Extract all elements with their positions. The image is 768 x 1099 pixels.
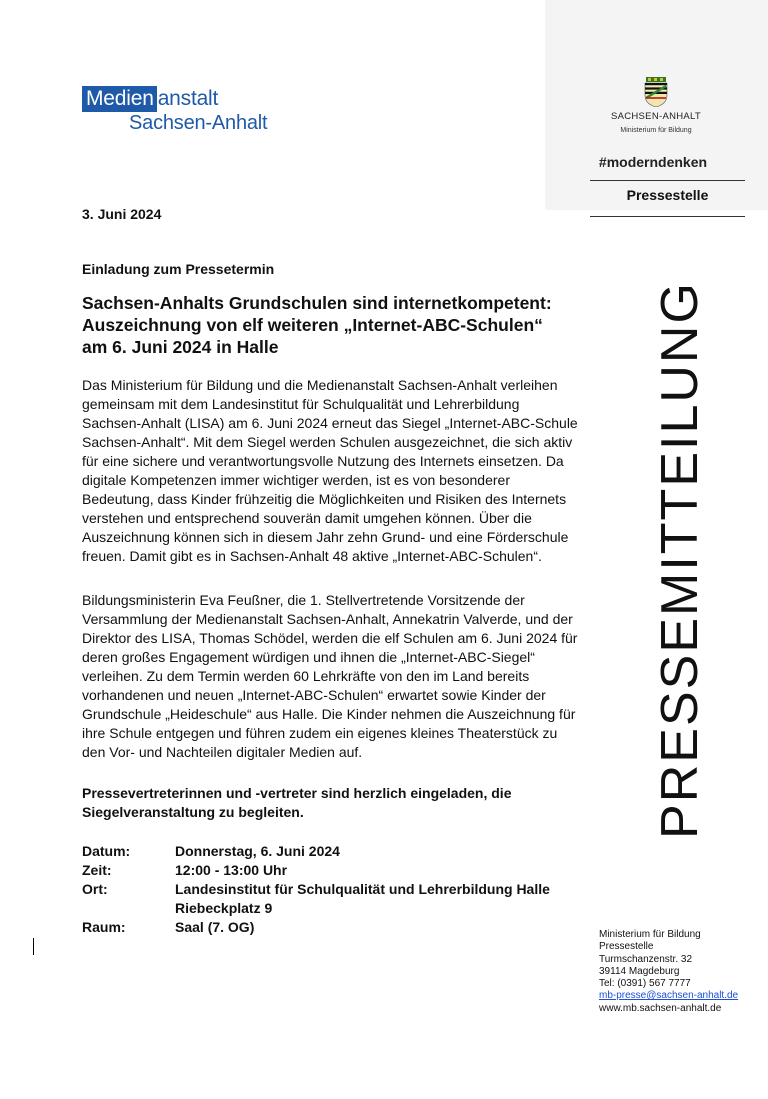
header-divider-bottom [590,216,745,217]
release-date: 3. Juni 2024 [82,206,162,222]
detail-label: Raum: [82,919,126,935]
medienanstalt-logo [82,86,282,138]
detail-row [82,880,602,899]
vertical-title: PRESSEMITTEILUNG [651,281,709,839]
header-divider-top [590,180,745,181]
detail-row [82,918,602,937]
text-line: digitale Kompetenzen immer wichtiger werden, ist es von besonderer [82,472,510,488]
text-line: Bedeutung, dass Kinder frühzeitig die Möglichkeiten und Risiken des Internets [82,491,567,507]
text-line: Direktor des LISA, Thomas Schödel, werden die elf Schulen am 6. Juni 2024 für [82,630,578,646]
contact-block [599,929,738,1015]
contact-line: Turmschanzenstr. 32 [599,953,693,965]
text-line: den Vor- und Nachteilen digitaler Medien auf. [82,744,363,760]
detail-label: Zeit: [82,862,112,878]
text-line: verstehen und entsprechend souverän damit umgehen können. Über die [82,510,532,526]
contact-line: Ministerium für Bildung [599,929,701,940]
detail-value: Riebeckplatz 9 [175,900,273,916]
text-line: deren großes Engagement würdigen und ihnen die „Internet-ABC-Siegel“ [82,649,535,665]
contact-line: 39114 Magdeburg [599,965,680,977]
text-line: verleihen. Zu dem Termin werden 60 Lehrkräfte von den im Land bereits [82,668,530,684]
department-label: Pressestelle [626,187,709,203]
text-line: Siegelveranstaltung zu begleiten. [82,804,304,820]
invite-title: Einladung zum Pressetermin [82,261,275,277]
ministry-name-small: Ministerium für Bildung [620,127,692,134]
headline [82,292,602,358]
text-line: für eine sichere und verantwortungsvolle Nutzung des Internets einsetzen. Da [82,453,564,469]
text-line: freuen. Damit gibt es in Sachsen-Anhalt 48 aktive „Internet-ABC-Schulen“. [82,548,542,564]
campaign-hashtag: #moderndenken [598,154,708,170]
contact-line: Pressestelle [599,941,654,953]
text-line: Sachsen-Anhalt (LISA) am 6. Juni 2024 erneut das Siegel „Internet-ABC-Schule [82,415,578,431]
text-line: vorhandenen und neuen „Internet-ABC-Schulen“ erwartet sowie Kinder der [82,687,546,703]
detail-row [82,842,602,861]
detail-value: Saal (7. OG) [175,919,255,935]
text-cursor [33,938,34,955]
coat-of-arms-icon [643,77,669,107]
contact-website: www.mb.sachsen-anhalt.de [599,1002,722,1014]
text-line: Pressevertreterinnen und -vertreter sind herzlich eingeladen, die [82,785,512,801]
text-line: Das Ministerium für Bildung und die Medienanstalt Sachsen-Anhalt verleihen [82,377,558,393]
detail-row [82,861,602,880]
text-line: Versammlung der Medienanstalt Sachsen-Anhalt, Annekatrin Valverde, und der [82,611,573,627]
text-line: Sachsen-Anhalt“. Mit dem Siegel werden Schulen ausgezeichnet, die sich aktiv [82,434,573,450]
contact-email-link[interactable]: mb-presse@sachsen-anhalt.de [599,990,739,1002]
logo-line2: Sachsen-Anhalt [129,112,268,134]
state-name: SACHSEN-ANHALT [610,111,702,122]
logo-box-text: Medien [82,86,157,112]
text-line: ihre Schule entgegen und führen zudem ein eigenes kleines Theaterstück zu [82,725,558,741]
detail-label: Ort: [82,881,108,897]
text-line: Auszeichnung können sich in diesem Jahr zehn Grund- und eine Förderschule [82,529,569,545]
detail-value: Landesinstitut für Schulqualität und Lehrerbildung Halle [175,881,550,897]
detail-label [82,899,175,918]
headline-line: Auszeichnung von elf weiteren „Internet-ABC-Schulen“ [82,315,543,335]
paragraph-1 [82,376,602,566]
logo-rest-text: anstalt [157,87,219,110]
detail-value: Donnerstag, 6. Juni 2024 [175,843,340,859]
text-line: Bildungsministerin Eva Feußner, die 1. Stellvertretende Vorsitzende der [82,592,525,608]
invitation-note [82,784,602,822]
text-line: gemeinsam mit dem Landesinstitut für Schulqualität und Lehrerbildung [82,396,520,412]
paragraph-2 [82,591,602,762]
detail-value: 12:00 - 13:00 Uhr [175,862,288,878]
headline-line: Sachsen-Anhalts Grundschulen sind internetkompetent: [82,293,552,313]
headline-line: am 6. Juni 2024 in Halle [82,337,279,357]
detail-row [82,899,602,918]
text-line: Grundschule „Heideschule“ aus Halle. Die Kinder nehmen die Auszeichnung für [82,706,576,722]
event-details [82,842,602,937]
detail-label: Datum: [82,843,131,859]
contact-line: Tel: (0391) 567 7777 [599,978,691,990]
